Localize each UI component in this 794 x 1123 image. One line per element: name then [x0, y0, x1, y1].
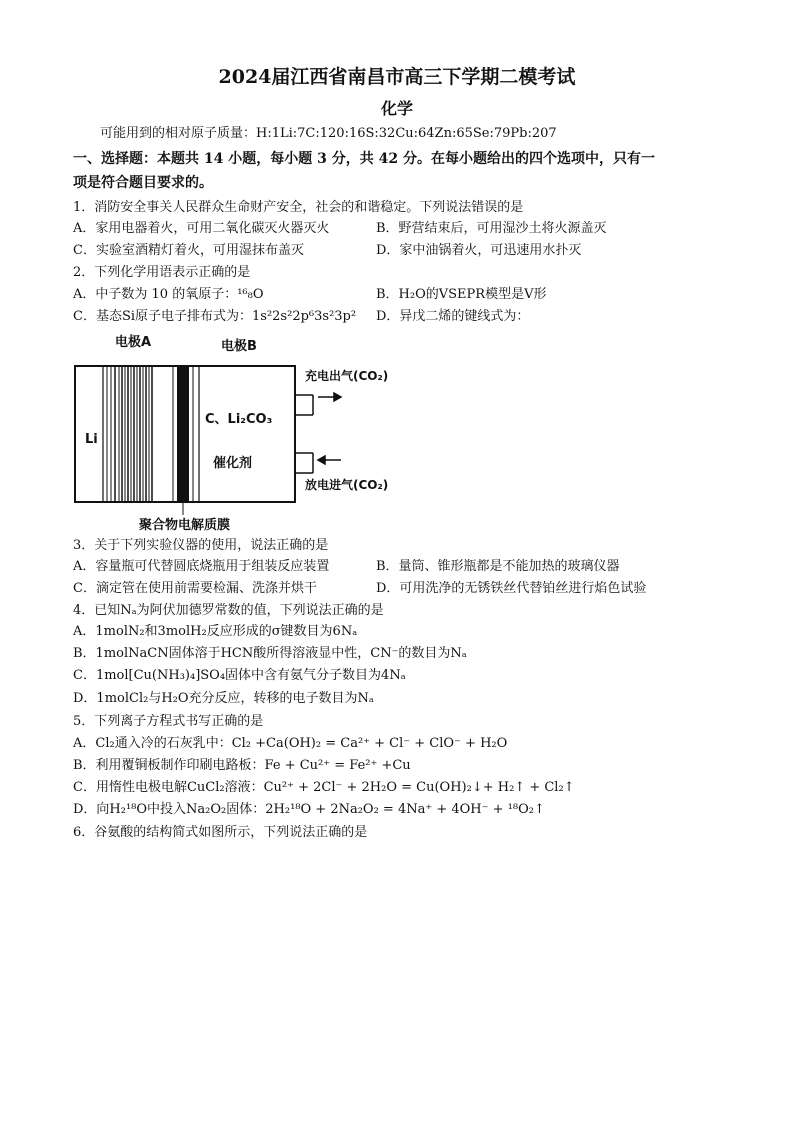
- q1-stem: 1．消防安全事关人民群众生命财产安全，社会的和谐稳定。下列说法错误的是: [73, 200, 524, 215]
- q2-stem: 2．下列化学用语表示正确的是: [73, 265, 251, 280]
- membrane-label: 聚合物电解质膜: [139, 518, 231, 533]
- q4-option-b: B．1molNaCN固体溶于HCN酸所得溶液显中性，CN⁻的数目为Nₐ: [73, 646, 467, 661]
- charge-out-label: 充电出气(CO₂): [305, 369, 389, 383]
- q6-stem: 6．谷氨酸的结构简式如图所示，下列说法正确的是: [73, 825, 368, 840]
- q1-option-d: D．家中油锅着火，可迅速用水扑灭: [376, 243, 582, 258]
- subject-title: 化学: [380, 99, 413, 118]
- q4-option-c: C．1mol[Cu(NH₃)₄]SO₄固体中含有氨气分子数目为4Nₐ: [73, 668, 406, 683]
- electrode-b-label: 电极B: [221, 339, 257, 354]
- section-heading-line2: 项是符合题目要求的。: [73, 175, 213, 191]
- q4-option-a: A．1molN₂和3molH₂反应形成的σ键数目为6Nₐ: [73, 624, 358, 639]
- q5-stem: 5．下列离子方程式书写正确的是: [73, 714, 264, 729]
- q3-option-a: A．容量瓶可代替圆底烧瓶用于组装反应装置: [73, 559, 330, 574]
- atomic-mass-note: 可能用到的相对原子质量：H:1Li:7C:120:16S:32Cu:64Zn:65Se:79Pb:207: [100, 126, 557, 141]
- catalyst-label: 催化剂: [213, 456, 253, 471]
- q4-stem: 4．已知Nₐ为阿伏加德罗常数的值，下列说法正确的是: [73, 603, 384, 618]
- q1-option-c: C．实验室酒精灯着火，可用湿抹布盖灭: [73, 243, 304, 258]
- q5-option-b: B．利用覆铜板制作印刷电路板：Fe + Cu²⁺ = Fe²⁺ +Cu: [73, 758, 411, 773]
- q3-stem: 3．关于下列实验仪器的使用，说法正确的是: [73, 538, 329, 553]
- cathode-material-label: C、Li₂CO₃: [205, 412, 273, 427]
- q2-option-d: D．异戊二烯的键线式为：: [376, 309, 530, 324]
- q2-option-a: A．中子数为 10 的氧原子：¹⁶₈O: [73, 287, 264, 302]
- gas-ports: [295, 395, 313, 473]
- electrode-a-stripes: [107, 366, 152, 502]
- electrode-a-label: 电极A: [115, 335, 152, 350]
- q1-option-a: A．家用电器着火，可用二氧化碳灭火器灭火: [73, 221, 330, 236]
- q5-option-a: A．Cl₂通入冷的石灰乳中：Cl₂ +Ca(OH)₂ = Ca²⁺ + Cl⁻ + ClO⁻ + H₂O: [73, 736, 508, 751]
- q2-option-c: C．基态Si原子电子排布式为：1s²2s²2p⁶3s²3p²: [73, 309, 357, 324]
- q3-option-b: B．量筒、锥形瓶都是不能加热的玻璃仪器: [376, 559, 620, 574]
- q3-option-d: D．可用洗净的无锈铁丝代替铂丝进行焰色试验: [376, 581, 647, 596]
- exam-title: 2024届江西省南昌市高三下学期二模考试: [218, 66, 576, 88]
- polymer-membrane: [177, 366, 189, 502]
- section-heading-line1: 一、选择题：本题共 14 小题，每小题 3 分，共 42 分。在每小题给出的四个选项中，只有一: [73, 151, 655, 167]
- q5-option-d: D．向H₂¹⁸O中投入Na₂O₂固体：2H₂¹⁸O + 2Na₂O₂ = 4Na⁺ + 4OH⁻ + ¹⁸O₂↑: [73, 802, 545, 817]
- q4-option-d: D．1molCl₂与H₂O充分反应，转移的电子数目为Nₐ: [73, 691, 374, 706]
- q5-option-c: C．用惰性电极电解CuCl₂溶液：Cu²⁺ + 2Cl⁻ + 2H₂O = Cu(OH)₂↓+ H₂↑ + Cl₂↑: [73, 780, 575, 795]
- discharge-in-label: 放电进气(CO₂): [305, 478, 389, 492]
- q3-option-c: C．滴定管在使用前需要检漏、洗涤并烘干: [73, 581, 317, 596]
- q2-option-b: B．H₂O的VSEPR模型是V形: [376, 287, 547, 302]
- li-label: Li: [85, 432, 98, 447]
- q1-option-b: B．野营结束后，可用湿沙土将火源盖灭: [376, 221, 607, 236]
- battery-diagram: [73, 333, 418, 533]
